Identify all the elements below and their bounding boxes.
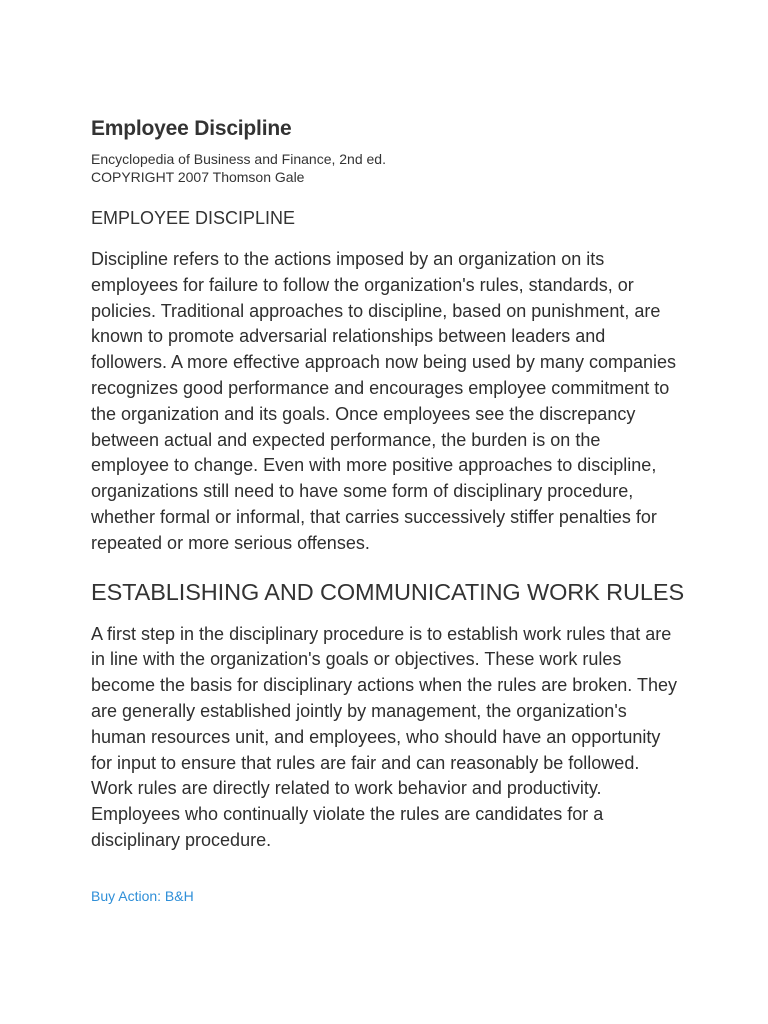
source-publication: Encyclopedia of Business and Finance, 2nd ed. [91, 151, 386, 167]
section-label: EMPLOYEE DISCIPLINE [91, 208, 296, 228]
source-copyright: COPYRIGHT 2007 Thomson Gale [91, 169, 305, 185]
section-heading: ESTABLISHING AND COMMUNICATING WORK RULES [91, 578, 685, 605]
buy-action-link[interactable]: Buy Action: B&H [91, 887, 194, 904]
article-title: Employee Discipline [91, 117, 292, 140]
work-rules-paragraph: A first step in the disciplinary procedure is to establish work rules that are in line with the organization's goals or objectives. These work rules become the basis for disciplinary actions when the rules are broken. They are generally established jointly by management, the organization's human resources unit, and employees, who should have an opportunity for input to ensure that rules are fair and can reasonably be followed. Work rules are directly related to work behavior and productivity. Employees who continually violate the rules are candidates for a disciplinary procedure. [91, 623, 677, 850]
intro-paragraph: Discipline refers to the actions imposed by an organization on its employees for failure to follow the organization's rules, standards, or policies. Traditional approaches to discipline, based on punishment, are known to promote adversarial relationships between leaders and followers. A more effective approach now being used by many companies recognizes good performance and encourages employee commitment to the organization and its goals. Once employees see the discrepancy between actual and expected performance, the burden is on the employee to change. Even with more positive approaches to discipline, organizations still need to have some form of disciplinary procedure, whether formal or informal, that carries successively stiffer penalties for repeated or more serious offenses. [91, 249, 676, 553]
source-citation [91, 150, 691, 186]
document-page [91, 116, 691, 906]
